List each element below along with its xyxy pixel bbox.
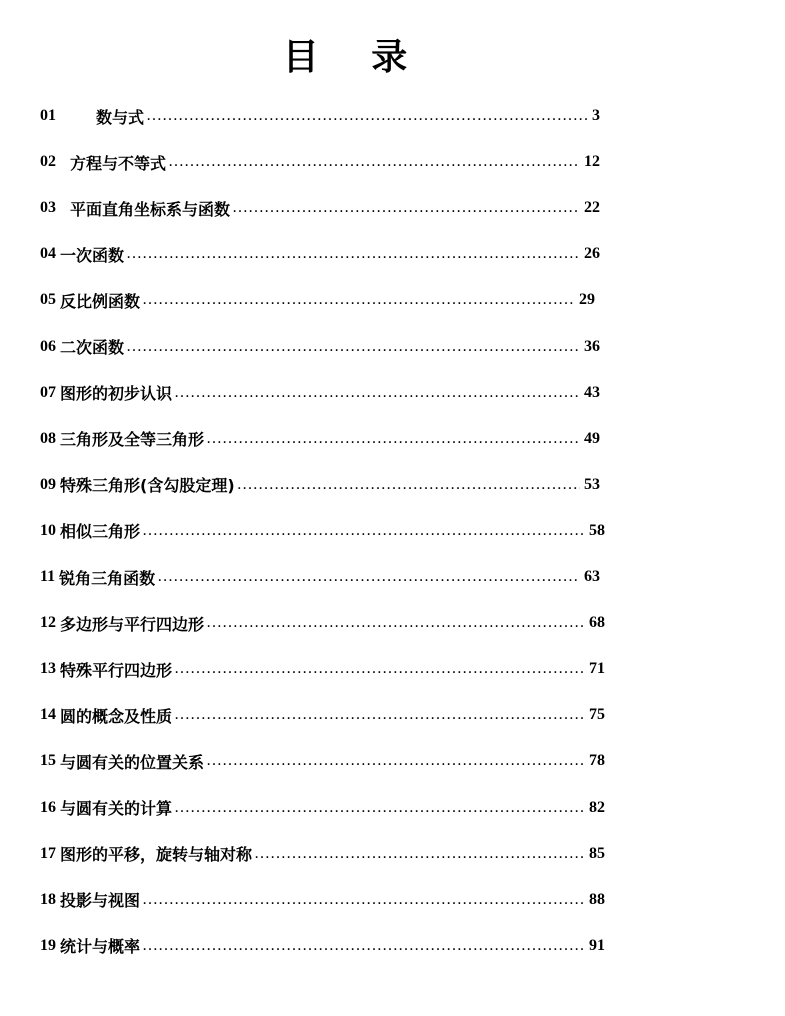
toc-entry-number: 13 bbox=[40, 660, 56, 678]
toc-entry[interactable] bbox=[40, 242, 600, 266]
toc-entry-number: 12 bbox=[40, 614, 56, 632]
toc-entry-title: 统计与概率 bbox=[60, 937, 141, 957]
toc-entry-number: 10 bbox=[40, 521, 56, 539]
toc-entry[interactable] bbox=[40, 842, 605, 866]
toc-leader-dots bbox=[142, 522, 585, 540]
toc-leader-dots bbox=[174, 384, 580, 402]
toc-entry-title: 二次函数 bbox=[60, 338, 125, 357]
toc-entry-page-number: 85 bbox=[589, 844, 605, 862]
toc-entry-page-number: 43 bbox=[584, 383, 600, 401]
toc-entry-title: 与圆有关的计算 bbox=[60, 799, 173, 818]
toc-entry-title: 与圆有关的位置关系 bbox=[60, 752, 205, 772]
toc-leader-dots bbox=[126, 338, 580, 356]
toc-entry-page-number: 58 bbox=[589, 521, 605, 539]
toc-leader-dots bbox=[206, 430, 580, 448]
toc-leader-dots bbox=[168, 153, 580, 171]
toc-entry-title: 投影与视图 bbox=[60, 891, 141, 911]
toc-entry-page-number: 88 bbox=[589, 890, 605, 908]
toc-entry-page-number: 12 bbox=[584, 153, 600, 171]
toc-leader-dots bbox=[174, 799, 585, 817]
toc-entry-number: 16 bbox=[40, 798, 56, 816]
toc-leader-dots bbox=[157, 568, 580, 586]
toc-entry-title: 圆的概念及性质 bbox=[60, 706, 173, 726]
toc-entry-number: 18 bbox=[40, 890, 56, 908]
toc-entry[interactable] bbox=[40, 427, 600, 451]
toc-entry-title: 反比例函数 bbox=[60, 291, 141, 311]
toc-entry[interactable] bbox=[40, 657, 605, 681]
toc-entry-page-number: 75 bbox=[589, 706, 605, 724]
toc-entry-page-number: 26 bbox=[584, 245, 600, 263]
toc-entry-number: 14 bbox=[40, 706, 56, 724]
toc-leader-dots bbox=[232, 199, 580, 217]
toc-entry-number: 02 bbox=[40, 153, 56, 171]
toc-entry[interactable] bbox=[40, 565, 600, 589]
toc-entry-title: 特殊平行四边形 bbox=[60, 660, 173, 680]
toc-entry-title: 图形的初步认识 bbox=[60, 384, 173, 404]
toc-entry[interactable] bbox=[40, 196, 600, 220]
toc-entry-number: 19 bbox=[40, 936, 56, 954]
toc-entry-title: 图形的平移，旋转与轴对称 bbox=[60, 845, 253, 865]
toc-entry-page-number: 3 bbox=[592, 107, 600, 124]
toc-entry[interactable] bbox=[40, 888, 605, 912]
toc-leader-dots bbox=[142, 891, 585, 909]
toc-entry-number: 17 bbox=[40, 844, 56, 862]
toc-entry-title: 方程与不等式 bbox=[70, 153, 167, 173]
toc-leader-dots bbox=[146, 107, 588, 125]
toc-entry[interactable] bbox=[40, 335, 600, 359]
toc-entry[interactable] bbox=[40, 473, 600, 497]
toc-entry-title: 一次函数 bbox=[60, 245, 125, 265]
toc-entry[interactable] bbox=[40, 381, 600, 405]
toc-leader-dots bbox=[142, 291, 575, 309]
toc-entry-title: 平面直角坐标系与函数 bbox=[70, 199, 231, 219]
toc-entry-page-number: 71 bbox=[589, 660, 605, 678]
toc-entry-title: 数与式 bbox=[96, 107, 145, 127]
toc-entry-title: 三角形及全等三角形 bbox=[60, 430, 205, 450]
toc-entry[interactable] bbox=[40, 519, 605, 543]
toc-entry-page-number: 78 bbox=[589, 752, 605, 770]
toc-entry-number: 15 bbox=[40, 752, 56, 770]
toc-entry-page-number: 49 bbox=[584, 429, 600, 447]
toc-entry-page-number: 22 bbox=[584, 199, 600, 217]
toc-entry-page-number: 91 bbox=[589, 936, 605, 954]
toc-leader-dots bbox=[126, 245, 580, 263]
toc-entry-number: 01 bbox=[40, 107, 56, 124]
toc-entry[interactable] bbox=[40, 703, 605, 727]
toc-entry-title: 相似三角形 bbox=[60, 522, 141, 542]
toc-entry[interactable] bbox=[40, 611, 605, 635]
toc-leader-dots bbox=[174, 660, 585, 678]
toc-entry[interactable] bbox=[40, 288, 595, 312]
toc-entry-number: 09 bbox=[40, 475, 56, 493]
toc-entry-page-number: 63 bbox=[584, 568, 600, 585]
toc-entry-page-number: 53 bbox=[584, 475, 600, 493]
toc-leader-dots bbox=[254, 845, 585, 863]
toc-entry-number: 07 bbox=[40, 383, 56, 401]
page-title: 目 录 bbox=[282, 37, 428, 78]
toc-leader-dots bbox=[206, 614, 585, 632]
toc-entry-number: 11 bbox=[40, 568, 56, 585]
toc-entry[interactable] bbox=[40, 150, 600, 174]
toc-entry[interactable] bbox=[40, 104, 600, 128]
toc-leader-dots bbox=[174, 706, 585, 724]
toc-entry-number: 04 bbox=[40, 245, 56, 263]
toc-entry[interactable] bbox=[40, 749, 605, 773]
toc-entry-title: 特殊三角形(含勾股定理) bbox=[60, 476, 235, 496]
toc-leader-dots bbox=[237, 476, 580, 494]
toc-entry-title: 多边形与平行四边形 bbox=[60, 614, 205, 634]
toc-entry[interactable] bbox=[40, 934, 605, 958]
toc-entry[interactable] bbox=[40, 796, 605, 820]
toc-entry-page-number: 82 bbox=[589, 798, 605, 816]
toc-leader-dots bbox=[142, 937, 585, 955]
toc-leader-dots bbox=[206, 752, 585, 770]
toc-entry-number: 03 bbox=[40, 199, 56, 217]
toc-entry-number: 06 bbox=[40, 337, 56, 355]
toc-entry-number: 08 bbox=[40, 429, 56, 447]
toc-entry-page-number: 29 bbox=[579, 291, 595, 309]
toc-entry-number: 05 bbox=[40, 291, 56, 309]
toc-entry-title: 锐角三角函数 bbox=[59, 568, 156, 588]
toc-entry-page-number: 36 bbox=[584, 337, 600, 355]
toc-entry-page-number: 68 bbox=[589, 614, 605, 632]
